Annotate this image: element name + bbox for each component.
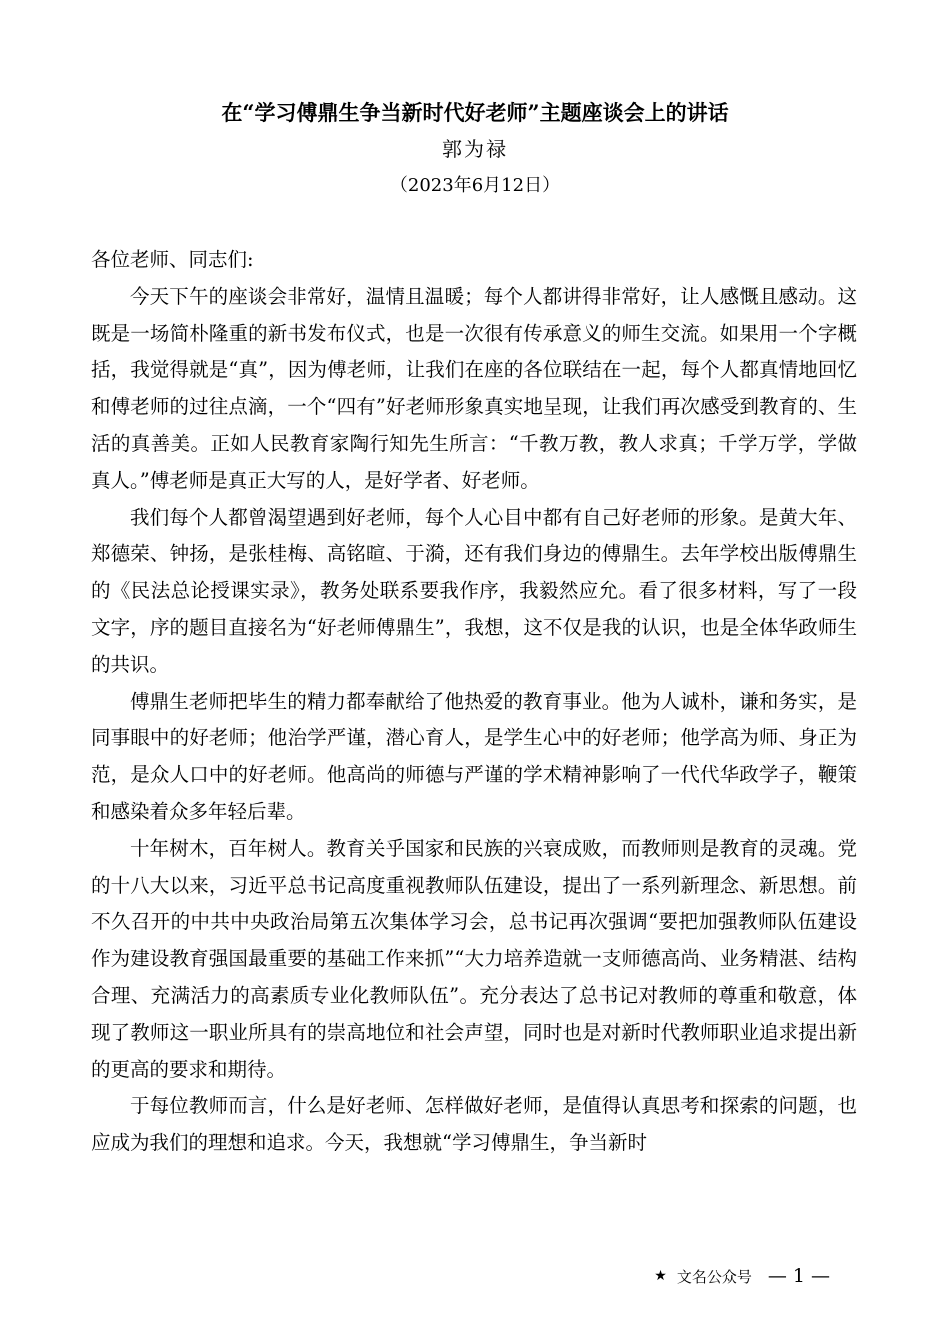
page-number: — 1 —: [767, 1265, 830, 1287]
paragraph: 傅鼎生老师把毕生的精力都奉献给了他热爱的教育事业。他为人诚朴，谦和务实，是同事眼中的好老师；他治学严谨，潜心育人，是学生心中的好老师；他学高为师、身正为范，是众人口中的好老师。他高尚的师德与严谨的学术精神影响了一代代华政学子，鞭策和感染着众多年轻后辈。: [91, 689, 857, 823]
paragraph: 于每位教师而言，什么是好老师、怎样做好老师，是值得认真思考和探索的问题，也应成为我们的理想和追求。今天，我想就“学习傅鼎生，争当新时: [91, 1094, 857, 1155]
paragraph: 今天下午的座谈会非常好，温情且温暖；每个人都讲得非常好，让人感慨且感动。这既是一场简朴隆重的新书发布仪式，也是一次很有传承意义的师生交流。如果用一个字概括，我觉得就是“真”，因为傅老师，让我们在座的各位联结在一起，每个人都真情地回忆和傅老师的过往点滴，一个“四有”好老师形象真实地呈现，让我们再次感受到教育的、生活的真善美。正如人民教育家陶行知先生所言：“千教万教，教人求真；千学万学，学做真人。”傅老师是真正大写的人，是好学者、好老师。: [91, 284, 857, 492]
paragraph: 我们每个人都曾渴望遇到好老师，每个人心目中都有自己好老师的形象。是黄大年、郑德荣、钟扬，是张桂梅、高铭暄、于漪，还有我们身边的傅鼎生。去年学校出版傅鼎生的《民法总论授课实录》，教务处联系要我作序，我毅然应允。看了很多材料，写了一段文字，序的题目直接名为“好老师傅鼎生”，我想，这不仅是我的认识，也是全体华政师生的共识。: [91, 505, 857, 676]
document-title: 在“学习傅鼎生争当新时代好老师”主题座谈会上的讲话: [221, 100, 729, 125]
wechat-label: 文名公众号: [676, 1267, 752, 1286]
document-date: （2023年6月12日）: [389, 175, 561, 196]
document-body: [91, 242, 857, 1162]
paragraph: 十年树木，百年树人。教育关乎国家和民族的兴衰成败，而教师则是教育的灵魂。党的十八大以来，习近平总书记高度重视教师队伍建设，提出了一系列新理念、新思想。前不久召开的中共中央政治局第五次集体学习会，总书记再次强调“要把加强教师队伍建设作为建设教育强国最重要的基础工作来抓”“大力培养造就一支师德高尚、业务精湛、结构合理、充满活力的高素质专业化教师队伍”。充分表达了总书记对教师的尊重和敬意，体现了教师这一职业所具有的崇高地位和社会声望，同时也是对新时代教师职业追求提出新的更高的要求和期待。: [91, 836, 857, 1081]
salutation: 各位老师、同志们:: [91, 248, 254, 271]
star-icon: ★: [654, 1268, 667, 1284]
document-author: 郭为禄: [442, 137, 508, 161]
page-footer: [654, 1262, 830, 1290]
